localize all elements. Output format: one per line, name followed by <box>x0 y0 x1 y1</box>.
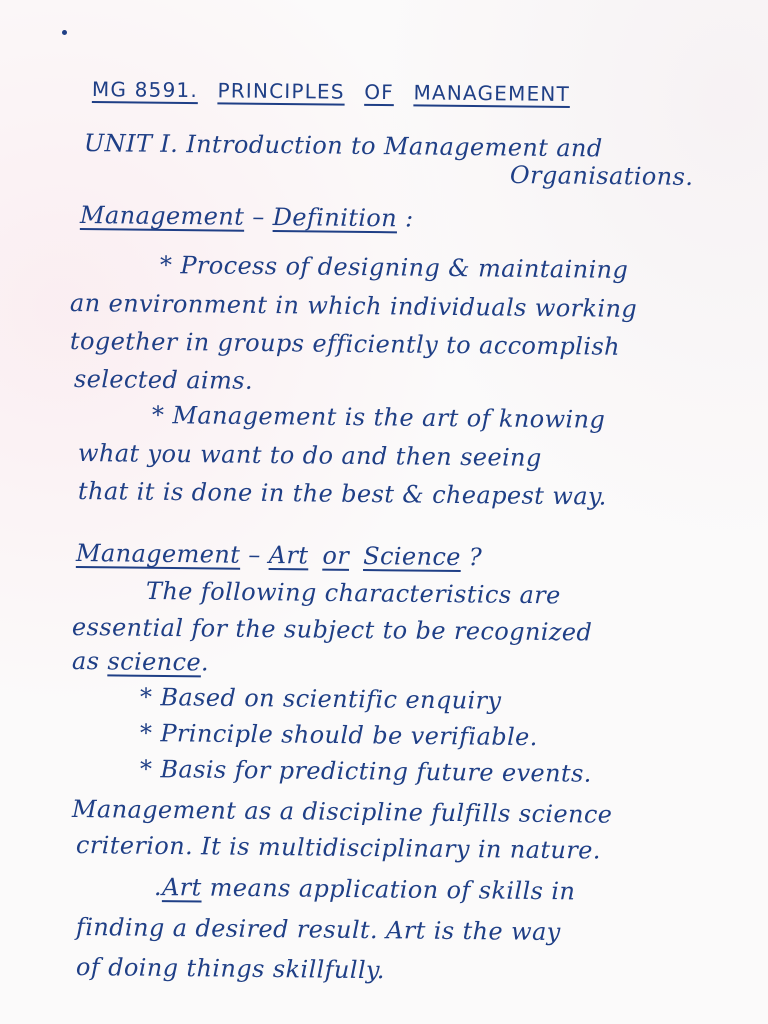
science-criterion-2: * Principle should be verifiable. <box>139 719 538 752</box>
science-intro-line-3 <box>72 646 209 677</box>
unit-heading-continued: Organisations. <box>509 161 694 191</box>
science-intro-line-1: The following characteristics are <box>145 577 561 610</box>
conclusion-line-1: Management as a discipline fulfills science <box>71 795 613 829</box>
art-definition-line-1 <box>154 872 576 906</box>
definition-point-2-line-2: what you want to do and then seeing <box>77 439 542 472</box>
science-intro-line-2: essential for the subject to be recognized <box>71 613 593 647</box>
art-line-1-rest: means application of skills in <box>201 873 576 906</box>
heading-art: Art <box>268 541 309 570</box>
intro-end: . <box>200 648 210 677</box>
heading-dash: – <box>244 202 273 232</box>
art-definition-line-3: of doing things skillfully. <box>75 953 385 985</box>
heading-management: Management <box>75 539 241 569</box>
ink-mark <box>62 30 67 35</box>
title-management: MANAGEMENT <box>413 80 571 107</box>
science-criterion-1: * Based on scientific enquiry <box>139 683 502 715</box>
definition-point-1-line-2: an environment in which individuals working <box>69 289 638 323</box>
definition-point-1-line-1: * Process of designing & maintaining <box>159 251 629 284</box>
science-criterion-3: * Basis for predicting future events. <box>139 755 592 788</box>
heading-colon: : <box>396 204 414 233</box>
definition-point-2-line-1: * Management is the art of knowing <box>151 401 606 434</box>
course-code: MG 8591. <box>91 77 199 103</box>
art-definition-line-2: finding a desired result. Art is the way <box>75 913 561 947</box>
art-lead-dot: . <box>153 873 163 902</box>
heading-question-mark: ? <box>460 543 483 572</box>
heading-dash: – <box>240 540 269 570</box>
unit-heading: UNIT I. Introduction to Management and <box>83 129 603 163</box>
intro-science: science <box>107 647 202 677</box>
art-word: Art <box>161 873 202 902</box>
heading-science: Science <box>363 542 462 572</box>
definition-point-1-line-4: selected aims. <box>73 365 254 395</box>
title-principles: PRINCIPLES <box>217 78 345 104</box>
art-or-science-heading <box>76 538 482 572</box>
page-title <box>92 74 570 109</box>
definition-point-1-line-3: together in groups efficiently to accomplish <box>69 327 621 361</box>
definition-heading <box>80 200 414 233</box>
intro-as: as <box>71 647 108 676</box>
title-of: OF <box>364 79 395 105</box>
conclusion-line-2: criterion. It is multidisciplinary in nature. <box>75 831 602 865</box>
heading-management: Management <box>79 201 245 231</box>
heading-definition: Definition <box>272 203 398 233</box>
heading-or: or <box>322 541 350 570</box>
definition-point-2-line-3: that it is done in the best & cheapest way. <box>77 477 607 511</box>
